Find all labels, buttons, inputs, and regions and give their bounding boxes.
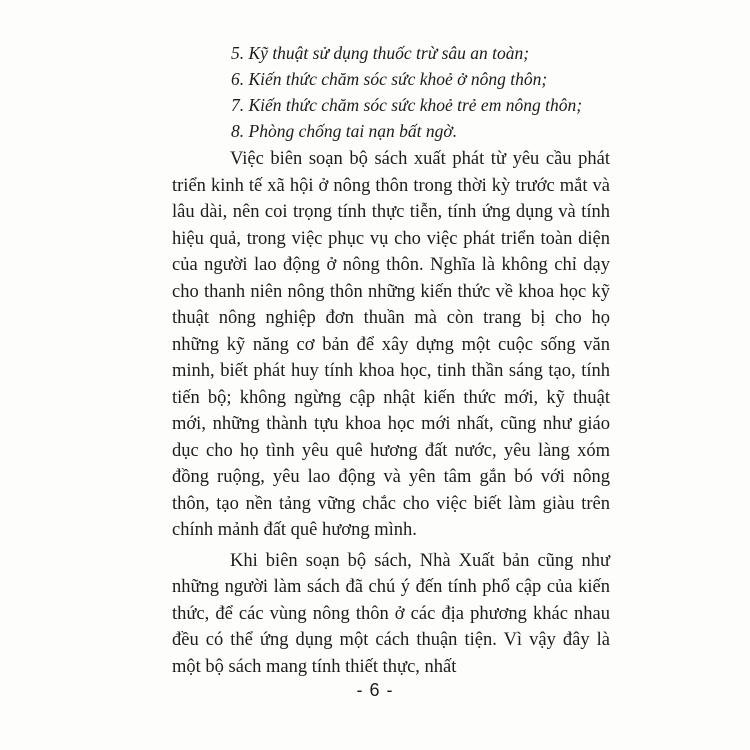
- list-item: 8. Phòng chống tai nạn bất ngờ.: [231, 121, 458, 141]
- paragraph-compilation: Khi biên soạn bộ sách, Nhà Xuất bản cũng như những người làm sách đã chú ý đến tính phổ cập của kiến thức, để các vùng nông thôn ở các địa phương khác nhau đều có thể ứng dụng một cách thuận tiện. Vì vậy đây là một bộ sách mang tính thiết thực, nhất: [172, 550, 610, 677]
- paragraph-purpose: Việc biên soạn bộ sách xuất phát từ yêu cầu phát triển kinh tế xã hội ở nông thôn trong thời kỳ trước mắt và lâu dài, nên coi trọng tính thực tiễn, tính ứng dụng và tính hiệu quả, trong việc phục vụ cho việc phát triển toàn diện của người lao động ở nông thôn. Nghĩa là không chỉ dạy cho thanh niên nông thôn những kiến thức về khoa học kỹ thuật nông nghiệp đơn thuần mà còn trang bị cho họ những kỹ năng cơ bản để xây dựng một cuộc sống văn minh, biết phát huy tính khoa học, tinh thần sáng tạo, tính tiến bộ; không ngừng cập nhật kiến thức mới, kỹ thuật mới, những thành tựu khoa học mới nhất, cũng như giáo dục cho họ tình yêu quê hương đất nước, yêu làng xóm đồng ruộng, yêu lao động và yên tâm gắn bó với nông thôn, tạo nền tảng vững chắc cho việc biết làm giàu trên chính mảnh đất quê hương mình.: [172, 149, 610, 540]
- list-item: 6. Kiến thức chăm sóc sức khoẻ ở nông thôn;: [231, 69, 548, 89]
- list-item: 5. Kỹ thuật sử dụng thuốc trừ sâu an toàn;: [231, 43, 530, 63]
- list-item: 7. Kiến thức chăm sóc sức khoẻ trẻ em nông thôn;: [231, 95, 583, 115]
- page-number: - 6 -: [356, 680, 394, 700]
- page-body: [172, 40, 610, 680]
- topic-list: [172, 40, 610, 144]
